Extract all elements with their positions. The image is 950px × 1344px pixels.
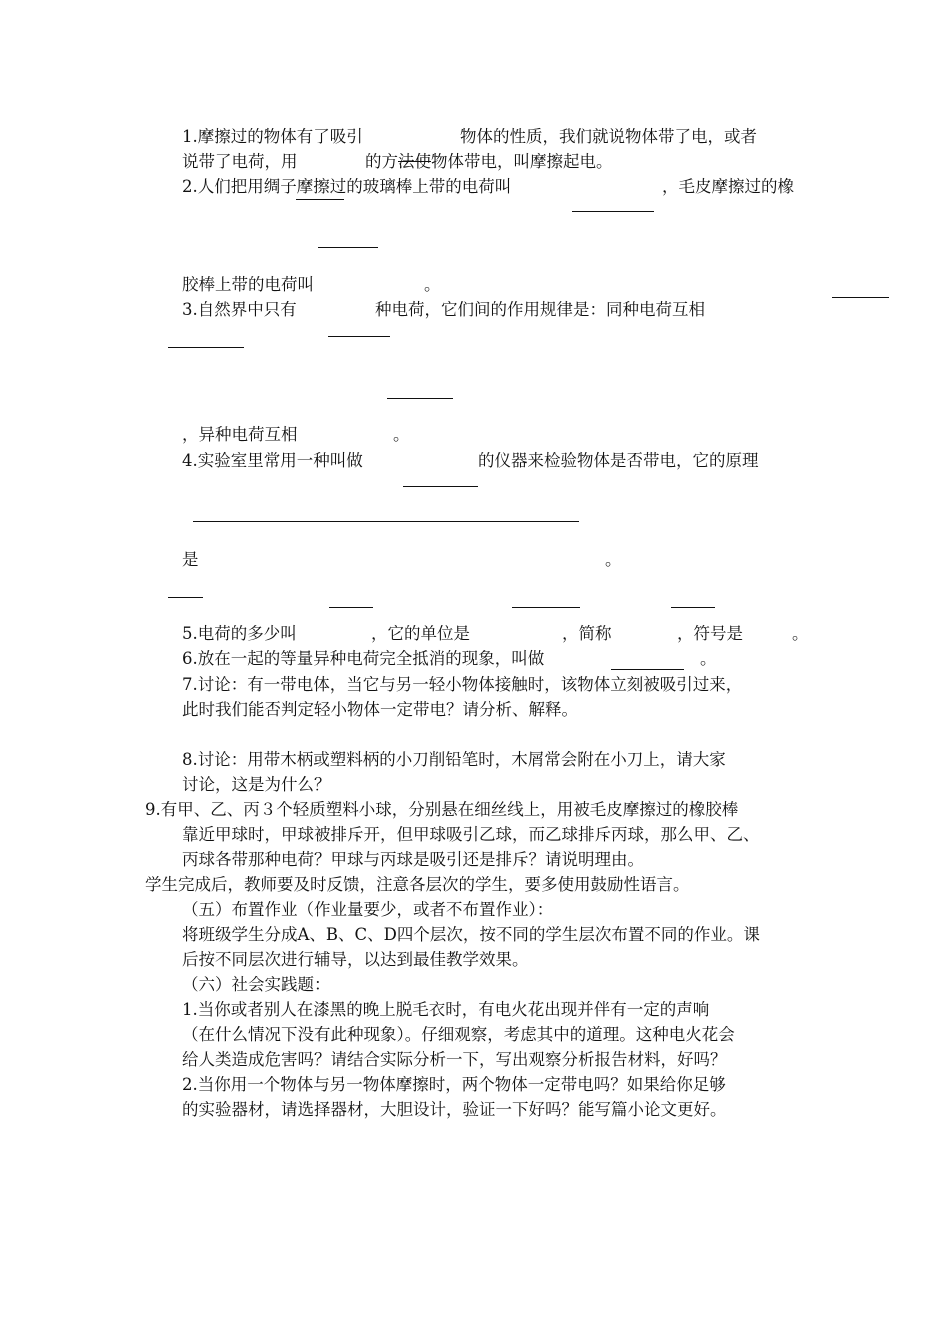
- answer-blank: [329, 607, 373, 608]
- answer-blank: [328, 336, 390, 337]
- q6-text-b: 。: [700, 649, 717, 668]
- answer-blank: [193, 521, 579, 522]
- section-5-line2: 后按不同层次进行辅导，以达到最佳教学效果。: [182, 950, 529, 969]
- q1-strikethrough-text: 法使: [398, 152, 431, 171]
- practice-2-line2: 的实验器材，请选择器材，大胆设计，验证一下好吗？能写篇小论文更好。: [182, 1100, 727, 1119]
- q3-line1-text-a: 3.自然界中只有: [182, 300, 297, 319]
- q1-line1-text-a: 1.摩擦过的物体有了吸引: [182, 127, 363, 146]
- q1-line1-text-b: 物体的性质，我们就说物体带了电，或者: [460, 127, 757, 146]
- q2-line1-text-b: ，毛皮摩擦过的橡: [662, 177, 794, 196]
- section-6-title: （六）社会实践题：: [182, 975, 331, 994]
- answer-blank: [296, 199, 344, 200]
- q5-text-b: ，它的单位是: [371, 624, 470, 643]
- answer-blank: [387, 398, 453, 399]
- q9-line1: 9.有甲、乙、丙３个轻质塑料小球，分别悬在细丝线上，用被毛皮摩擦过的橡胶棒: [145, 800, 739, 819]
- practice-1-line2: （在什么情况下没有此种现象）。仔细观察，考虑其中的道理。这种电火花会: [182, 1025, 735, 1044]
- answer-blank: [403, 486, 478, 487]
- q4-line1-text-a: 4.实验室里常用一种叫做: [182, 451, 363, 470]
- practice-1-line3: 给人类造成危害吗？请结合实际分析一下，写出观察分析报告材料，好吗？: [182, 1050, 727, 1069]
- q1-line2-text-a: 说带了电荷，用: [182, 152, 298, 171]
- q5-text-e: 。: [792, 624, 809, 643]
- practice-1-line1: 1.当你或者别人在漆黑的晚上脱毛衣时，有电火花出现并伴有一定的声响: [182, 1000, 710, 1019]
- q5-text-d: ，符号是: [677, 624, 743, 643]
- q6-text-a: 6.放在一起的等量异种电荷完全抵消的现象，叫做: [182, 649, 545, 668]
- practice-2-line1: 2.当你用一个物体与另一物体摩擦时，两个物体一定带电吗？如果给你足够: [182, 1075, 726, 1094]
- q5-text-c: ，简称: [562, 624, 612, 643]
- answer-blank: [572, 211, 654, 212]
- q7-line2: 此时我们能否判定轻小物体一定带电？请分析、解释。: [182, 700, 578, 719]
- feedback-text: 学生完成后，教师要及时反馈，注意各层次的学生，要多使用鼓励性语言。: [145, 875, 690, 894]
- answer-blank: [168, 347, 244, 348]
- q1-line2-text-c: 物体带电，叫摩擦起电。: [431, 152, 613, 171]
- q5-text-a: 5.电荷的多少叫: [182, 624, 297, 643]
- answer-blank: [611, 669, 684, 670]
- q2-line2-text-b: 。: [424, 275, 441, 294]
- q9-line3: 丙球各带那种电荷？甲球与丙球是吸引还是排斥？请说明理由。: [182, 850, 644, 869]
- q3-line1-text-b: 种电荷，它们间的作用规律是：同种电荷互相: [375, 300, 705, 319]
- section-5-title: （五）布置作业（作业量要少，或者不布置作业）：: [182, 900, 554, 919]
- q4-line2-text-b: 。: [605, 550, 622, 569]
- q2-line1-text-a: 2.人们把用绸子摩擦过的玻璃棒上带的电荷叫: [182, 177, 512, 196]
- q4-line1-text-b: 的仪器来检验物体是否带电，它的原理: [478, 451, 759, 470]
- section-5-line1: 将班级学生分成A、B、C、D四个层次，按不同的学生层次布置不同的作业。课: [182, 925, 760, 944]
- q9-line2: 靠近甲球时，甲球被排斥开，但甲球吸引乙球，而乙球排斥丙球，那么甲、乙、: [182, 825, 760, 844]
- q3-line2-text-a: ，异种电荷互相: [182, 425, 298, 444]
- answer-blank: [168, 597, 203, 598]
- q7-line1: 7.讨论：有一带电体，当它与另一轻小物体接触时，该物体立刻被吸引过来，: [182, 675, 743, 694]
- q8-line1: 8.讨论：用带木柄或塑料柄的小刀削铅笔时，木屑常会附在小刀上，请大家: [182, 750, 726, 769]
- q2-line2-text-a: 胶棒上带的电荷叫: [182, 275, 314, 294]
- q1-line2-text-b: 的方: [365, 152, 398, 171]
- q3-line2-text-b: 。: [393, 425, 410, 444]
- q8-line2: 讨论，这是为什么？: [182, 775, 331, 794]
- answer-blank: [671, 607, 715, 608]
- answer-blank: [512, 607, 580, 608]
- answer-blank: [318, 247, 378, 248]
- q4-line2-text-a: 是: [182, 550, 199, 569]
- answer-blank: [832, 297, 889, 298]
